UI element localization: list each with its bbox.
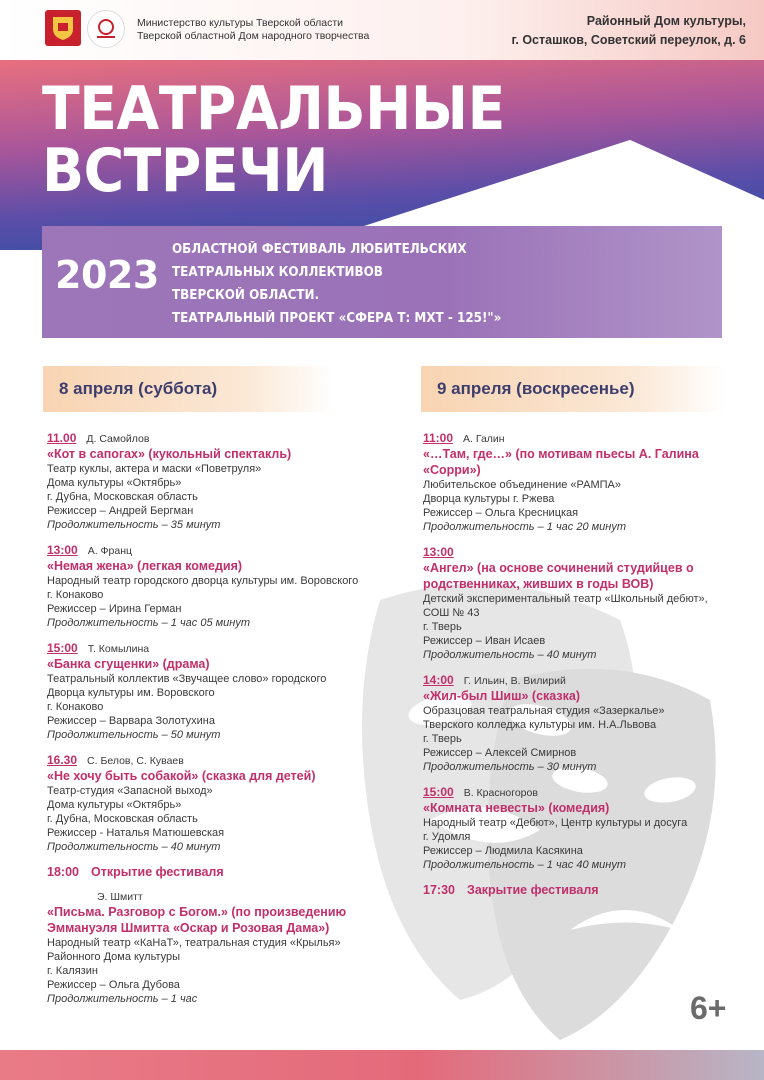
event-item: [47, 890, 387, 1006]
tver-coat-of-arms-icon: [45, 10, 81, 46]
event-time: 11:00: [423, 431, 454, 445]
event-item: [423, 545, 763, 662]
event-duration: Продолжительность – 40 минут: [423, 649, 597, 661]
event-detail: г. Дубна, Московская область: [47, 491, 198, 503]
event-director: Режиссер – Варвара Золотухина: [47, 715, 215, 727]
poster-title: [42, 74, 545, 206]
event-detail: г. Конаково: [47, 701, 104, 713]
event-director: Режиссер – Ольга Дубова: [47, 979, 180, 991]
event-detail: Дворца культуры г. Ржева: [423, 493, 555, 505]
event-detail: Дворца культуры им. Воровского: [47, 687, 215, 699]
event-detail: г. Конаково: [47, 589, 104, 601]
event-time: 11.00: [47, 431, 77, 445]
event-detail: Театр-студия «Запасной выход»: [47, 785, 213, 797]
event-author: Д. Самойлов: [86, 433, 150, 445]
event-detail: СОШ № 43: [423, 607, 480, 619]
event-detail: г. Дубна, Московская область: [47, 813, 198, 825]
event-director: Режиссер - Наталья Матюшевская: [47, 827, 225, 839]
event-item: [47, 753, 387, 854]
event-play-line-1: «…Там, где…» (по мотивам пьесы А. Галина: [423, 447, 699, 461]
event-detail: Народный театр «КаНаТ», театральная студия «Крылья»: [47, 937, 341, 949]
event-detail: г. Тверь: [423, 621, 462, 633]
event-play-line-1: «Письма. Разговор с Богом.» (по произведению: [47, 905, 347, 919]
event-duration: Продолжительность – 30 минут: [423, 761, 597, 773]
event-detail: Театр куклы, актера и маски «Поветруля»: [47, 463, 262, 475]
event-item: [47, 641, 387, 742]
event-detail: Народный театр «Дебют», Центр культуры и досуга: [423, 817, 688, 829]
event-author: Г. Ильин, В. Вилирий: [463, 675, 566, 687]
ministry-line-1: Министерство культуры Тверской области: [137, 17, 343, 29]
event-duration: Продолжительность – 1 час 05 минут: [47, 617, 251, 629]
schedule-day-1: [47, 431, 387, 1017]
event-item: [423, 785, 763, 872]
subtitle-line-1: ОБЛАСТНОЙ ФЕСТИВАЛЬ ЛЮБИТЕЛЬСКИХ: [172, 242, 467, 257]
event-duration: Продолжительность – 40 минут: [47, 841, 221, 853]
event-time: 15:00: [47, 641, 78, 655]
day-label: 9 апреля (воскресенье): [437, 379, 635, 398]
event-author: А. Галин: [463, 433, 505, 445]
event-detail: Любительское объединение «РАМПА»: [423, 479, 621, 491]
event-detail: Театральный коллектив «Звучащее слово» городского: [47, 673, 327, 685]
event-play: «Банка сгущенки» (драма): [47, 657, 210, 671]
venue-line-1: Районный Дом культуры,: [586, 14, 746, 28]
festival-subtitle: [172, 238, 530, 330]
event-time: 13:00: [47, 543, 78, 557]
day-header-april-8: [43, 366, 333, 412]
closing-ceremony: [423, 883, 763, 897]
title-line-1: ТЕАТРАЛЬНЫЕ: [42, 74, 505, 144]
event-director: Режиссер – Ольга Кресницкая: [423, 507, 579, 519]
opening-time: 18:00: [47, 865, 79, 879]
event-play-line-1: «Ангел» (на основе сочинений студийцев о: [423, 561, 694, 575]
folk-art-house-logo-icon: [87, 10, 125, 48]
event-time: 14:00: [423, 673, 454, 687]
event-time: 13:00: [423, 545, 454, 559]
closing-time: 17:30: [423, 883, 455, 897]
event-detail: Народный театр городского дворца культуры им. Воровского: [47, 575, 359, 587]
closing-label: Закрытие фестиваля: [466, 883, 599, 897]
subtitle-line-2: ТЕАТРАЛЬНЫХ КОЛЛЕКТИВОВ: [172, 265, 383, 280]
event-play-line-2: родственниках, живших в годы ВОВ): [423, 577, 654, 591]
event-play: «Комната невесты» (комедия): [423, 801, 610, 815]
event-play: «Кот в сапогах» (кукольный спектакль): [47, 447, 292, 461]
event-detail: Образцовая театральная студия «Зазеркалье»: [423, 705, 665, 717]
schedule-day-2: [423, 431, 763, 908]
event-play-line-2: «Сорри»): [423, 463, 481, 477]
event-play: «Жил-был Шиш» (сказка): [423, 689, 580, 703]
event-duration: Продолжительность – 1 час 40 минут: [423, 859, 627, 871]
opening-ceremony: [47, 865, 387, 879]
event-detail: г. Удомля: [423, 831, 471, 843]
event-detail: Тверского колледжа культуры им. Н.А.Львова: [423, 719, 657, 731]
day-header-april-9: [421, 366, 725, 412]
event-item: [47, 543, 387, 630]
event-item: [423, 431, 763, 534]
day-label: 8 апреля (суббота): [59, 379, 218, 398]
event-author: С. Белов, С. Куваев: [87, 755, 184, 767]
event-play: «Немая жена» (легкая комедия): [47, 559, 243, 573]
event-play-line-2: Эммануэля Шмитта «Оскар и Розовая Дама»): [47, 921, 330, 935]
opening-label: Открытие фестиваля: [90, 865, 224, 879]
event-detail: Детский экспериментальный театр «Школьный дебют»,: [423, 593, 708, 605]
ministry-line-2: Тверской областной Дом народного творчества: [137, 30, 370, 42]
event-detail: г. Калязин: [47, 965, 98, 977]
event-director: Режиссер – Андрей Бергман: [47, 505, 194, 517]
event-duration: Продолжительность – 1 час 20 минут: [423, 521, 627, 533]
ministry-text: [137, 17, 369, 43]
subtitle-line-3: ТВЕРСКОЙ ОБЛАСТИ.: [172, 288, 320, 303]
event-detail: Дома культуры «Октябрь»: [47, 477, 182, 489]
event-author: Э. Шмитт: [97, 891, 143, 903]
event-director: Режиссер – Ирина Герман: [47, 603, 182, 615]
logos: [45, 10, 125, 48]
event-item: [423, 673, 763, 774]
event-director: Режиссер – Алексей Смирнов: [423, 747, 577, 759]
footer-gradient-band: [0, 1050, 764, 1080]
event-detail: г. Тверь: [423, 733, 462, 745]
title-line-2: ВСТРЕЧИ: [42, 136, 328, 206]
event-play: «Не хочу быть собакой» (сказка для детей): [47, 769, 316, 783]
event-director: Режиссер – Иван Исаев: [423, 635, 546, 647]
event-time: 15:00: [423, 785, 454, 799]
event-duration: Продолжительность – 1 час: [47, 993, 198, 1005]
event-duration: Продолжительность – 35 минут: [47, 519, 221, 531]
festival-year: 2023: [55, 253, 159, 297]
event-detail: Дома культуры «Октябрь»: [47, 799, 182, 811]
venue-line-2: г. Осташков, Советский переулок, д. 6: [511, 33, 746, 47]
subtitle-line-4: ТЕАТРАЛЬНЫЙ ПРОЕКТ «СФЕРА Т: МХТ - 125!"»: [172, 311, 502, 326]
age-rating: 6+: [690, 990, 727, 1026]
venue-address: [511, 12, 746, 50]
event-time: 16.30: [47, 753, 78, 767]
event-author: В. Красногоров: [463, 787, 538, 799]
event-author: Т. Комылина: [87, 643, 150, 655]
event-director: Режиссер – Людмила Касякина: [423, 845, 583, 857]
event-detail: Районного Дома культуры: [47, 951, 181, 963]
event-author: А. Франц: [87, 545, 133, 557]
event-duration: Продолжительность – 50 минут: [47, 729, 221, 741]
event-item: [47, 431, 387, 532]
